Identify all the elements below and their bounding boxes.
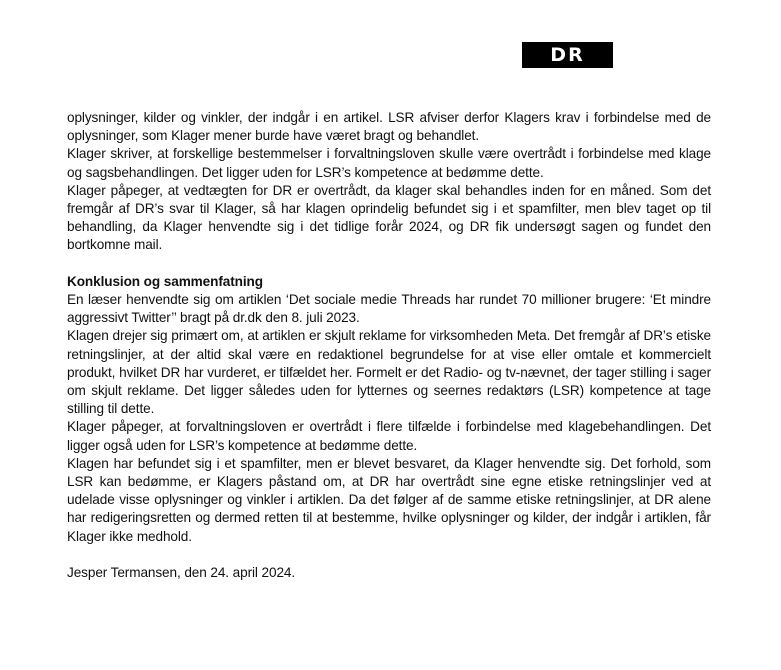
signature-spacer	[67, 546, 711, 564]
paragraph-top-2: Klager skriver, at forskellige bestemmelser i forvaltningsloven skulle være overtrådt i forbindelse med klage og sagsbehandlingen. Det ligger uden for LSR’s kompetence at bedømme dette.	[67, 146, 711, 180]
conclusion-heading: Konklusion og sammenfatning	[67, 273, 263, 289]
signature: Jesper Termansen, den 24. april 2024.	[67, 565, 296, 581]
conclusion-paragraph-3: Klager påpeger, at forvaltningsloven er overtrådt i flere tilfælde i forbindelse med klagebehandlingen. Det ligger også uden for LSR’s kompetence at bedømme dette.	[67, 419, 711, 453]
conclusion-paragraph-4: Klagen har befundet sig i et spamfilter, men er blevet besvaret, da Klager henvendte sig. Det forhold, som LSR kan bedømme, er Klagers påstand om, at DR har overtrådt sine egne etiske retningslinjer ved at udelade visse oplysninger og vinkler i artiklen. Da det følger af de samme etiske retningslinjer, at DR alene har redigeringsretten og dermed retten til at bestemme, hvilke oplysninger og kilder, der indgår i artiklen, får Klager ikke medhold.	[67, 455, 711, 544]
conclusion-paragraph-1: En læser henvendte sig om artiklen ‘Det sociale medie Threads har rundet 70 millioner brugere: ‘Et mindre aggressivt Twitter’’ bragt på dr.dk den 8. juli 2023.	[67, 292, 711, 326]
dr-logo: DR	[522, 42, 613, 68]
document-body	[67, 109, 711, 582]
paragraph-top-3: Klager påpeger, at vedtægten for DR er overtrådt, da klager skal behandles inden for en måned. Som det fremgår af DR’s svar til Klager, så har klagen oprindelig befundet sig i et spamfilter, men blev taget op til behandling, da Klager henvendte sig i det tidlige forår 2024, og DR fik undersøgt sagen og fundet den bortkomne mail.	[67, 182, 711, 253]
section-spacer	[67, 255, 711, 273]
conclusion-paragraph-2: Klagen drejer sig primært om, at artiklen er skjult reklame for virksomheden Meta. Det fremgår af DR’s etiske retningslinjer, at der altid skal være en redaktionel begrundelse for at vise eller omtale et kommercielt produkt, hvilket DR har vurderet, er tilfældet her. Formelt er det Radio- og tv-nævnet, der tager stilling i sager om skjult reklame. Det ligger således uden for lytternes og seernes redaktørs (LSR) kompetence at tage stilling til dette.	[67, 328, 711, 417]
paragraph-top-1: oplysninger, kilder og vinkler, der indgår i en artikel. LSR afviser derfor Klagers krav i forbindelse med de oplysninger, som Klager mener burde have været bragt og behandlet.	[67, 110, 711, 144]
